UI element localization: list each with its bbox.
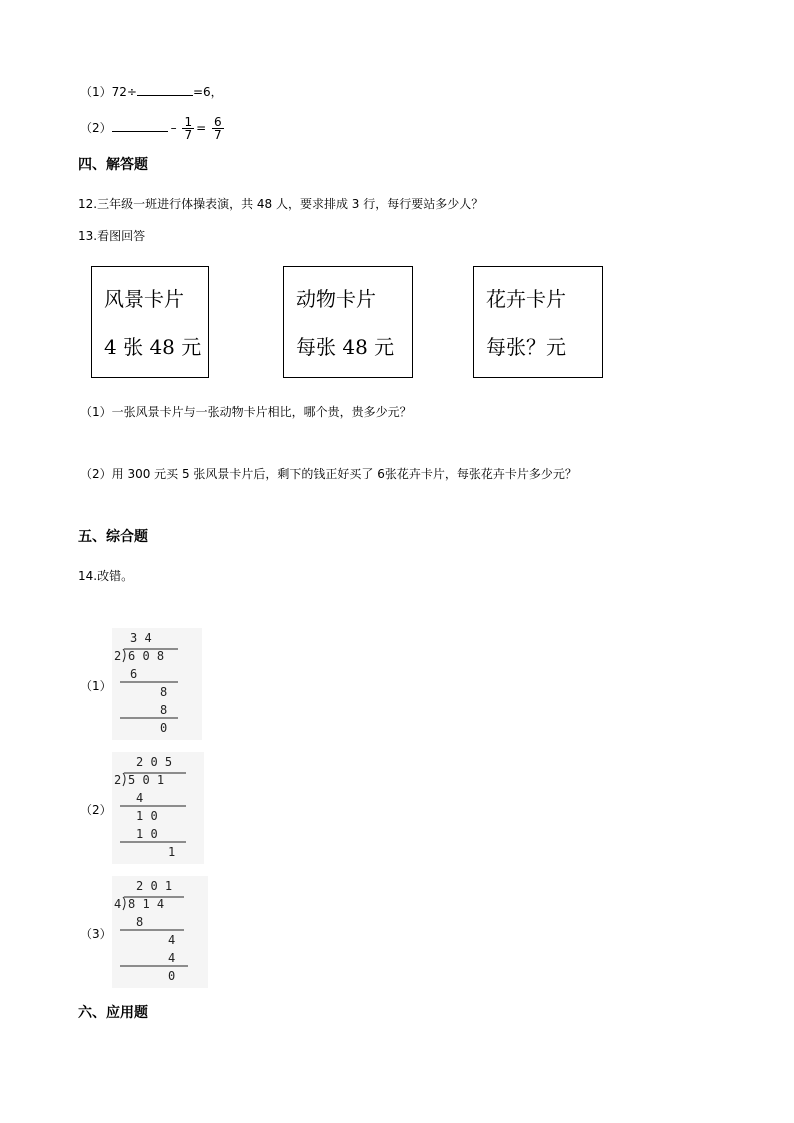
item-label: （1）72÷ bbox=[80, 85, 137, 99]
card-animal bbox=[283, 266, 413, 378]
card-price: 每张？元 bbox=[486, 335, 566, 359]
question-12: 12.三年级一班进行体操表演，共 48 人，要求排成 3 行，每行要站多少人？ bbox=[78, 197, 484, 211]
item-label: （2） bbox=[80, 121, 112, 135]
step-2: 8 bbox=[160, 685, 168, 699]
card-title: 风景卡片 bbox=[104, 287, 184, 311]
card-title: 动物卡片 bbox=[296, 287, 376, 311]
question-13-sub-1: （1）一张风景卡片与一张动物卡片相比，哪个贵，贵多少元？ bbox=[80, 405, 412, 419]
minus-sign: – bbox=[170, 121, 177, 135]
card-price: 每张 48 元 bbox=[296, 335, 395, 359]
answer-blank[interactable] bbox=[137, 84, 193, 96]
step-4: 1 bbox=[168, 845, 176, 859]
division-item-3-label: （3） bbox=[80, 927, 112, 941]
quotient: 2 0 5 bbox=[136, 755, 173, 769]
step-3: 1 0 bbox=[136, 827, 158, 841]
dividend: 5 0 1 bbox=[128, 773, 165, 787]
quotient: 2 0 1 bbox=[136, 879, 173, 893]
card-scenery bbox=[91, 266, 209, 378]
step-1: 8 bbox=[136, 915, 144, 929]
quotient: 3 4 bbox=[130, 631, 152, 645]
dividend: 8 1 4 bbox=[128, 897, 165, 911]
equals-sign: = bbox=[196, 121, 207, 135]
section-4-title: 四、解答题 bbox=[78, 157, 148, 173]
section-6-title: 六、应用题 bbox=[78, 1005, 148, 1021]
card-flower bbox=[473, 266, 603, 378]
division-bracket bbox=[123, 773, 125, 786]
long-division-2 bbox=[112, 752, 204, 864]
fill-blank-item-1 bbox=[80, 84, 223, 100]
card-title: 花卉卡片 bbox=[486, 287, 566, 311]
question-14: 14.改错。 bbox=[78, 569, 134, 583]
step-1: 4 bbox=[136, 791, 144, 805]
card-price: 4 张 48 元 bbox=[104, 335, 202, 359]
dividend: 6 0 8 bbox=[128, 649, 165, 663]
step-2: 4 bbox=[168, 933, 176, 947]
fraction-numerator: 1 bbox=[184, 115, 193, 129]
fill-blank-item-2 bbox=[80, 116, 226, 141]
step-4: 0 bbox=[168, 969, 176, 983]
fraction-denominator: 7 bbox=[214, 128, 222, 142]
item-suffix: =6， bbox=[192, 85, 223, 99]
divisor: 4 bbox=[114, 897, 122, 911]
division-bracket bbox=[123, 649, 125, 662]
step-2: 1 0 bbox=[136, 809, 158, 823]
division-item-1-label: （1） bbox=[80, 679, 112, 693]
fraction-1-7 bbox=[182, 116, 194, 141]
fraction-6-7 bbox=[212, 116, 224, 141]
answer-blank[interactable] bbox=[112, 120, 168, 132]
step-4: 0 bbox=[160, 721, 168, 735]
division-item-2-label: （2） bbox=[80, 803, 112, 817]
fraction-denominator: 7 bbox=[184, 128, 193, 142]
question-13-sub-2: （2）用 300 元买 5 张风景卡片后，剩下的钱正好买了 6张花卉卡片，每张花卉卡片多少元？ bbox=[80, 467, 577, 481]
section-5-title: 五、综合题 bbox=[78, 529, 148, 545]
step-3: 8 bbox=[160, 703, 168, 717]
division-bracket bbox=[123, 897, 125, 910]
divisor: 2 bbox=[114, 649, 122, 663]
step-3: 4 bbox=[168, 951, 176, 965]
question-13: 13.看图回答 bbox=[78, 229, 146, 243]
fraction-numerator: 6 bbox=[214, 115, 222, 129]
divisor: 2 bbox=[114, 773, 122, 787]
long-division-1 bbox=[112, 628, 202, 740]
step-1: 6 bbox=[130, 667, 138, 681]
long-division-3 bbox=[112, 876, 208, 988]
